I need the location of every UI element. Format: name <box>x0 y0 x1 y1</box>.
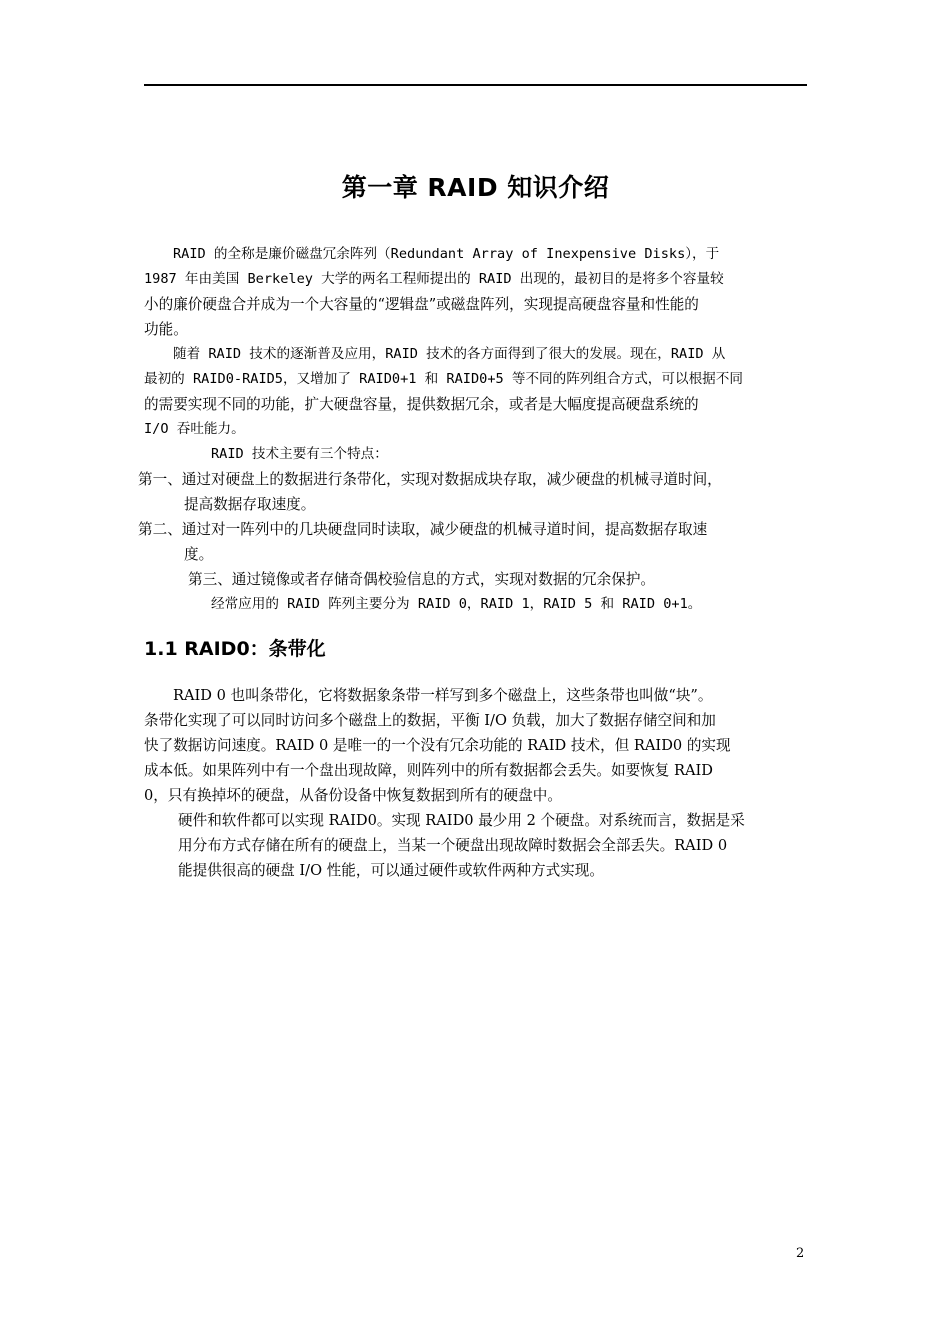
intro-paragraph-2-line-4: I/O 吞吐能力。 <box>144 421 245 437</box>
feature-3: 第三、通过镜像或者存储奇偶校验信息的方式，实现对数据的冗余保护。 <box>188 571 656 588</box>
raid0-paragraph-2-line-3: 能提供很高的硬盘 I/O 性能，可以通过硬件或软件两种方式实现。 <box>178 862 604 879</box>
raid0-paragraph-1-line-1: RAID 0 也叫条带化，它将数据象条带一样写到多个磁盘上，这些条带也叫做“块”。 <box>173 687 713 704</box>
raid0-paragraph-1-line-2: 条带化实现了可以同时访问多个磁盘上的数据，平衡 I/O 负载，加大了数据存储空间和加 <box>144 712 716 729</box>
feature-1-line-1: 第一、通过对硬盘上的数据进行条带化，实现对数据成块存取，减少硬盘的机械寻道时间， <box>138 471 722 488</box>
raid0-paragraph-1-line-5: 0，只有换掉坏的硬盘，从备份设备中恢复数据到所有的硬盘中。 <box>144 787 562 804</box>
intro-paragraph-2-line-3: 的需要实现不同的功能，扩大硬盘容量，提供数据冗余，或者是大幅度提高硬盘系统的 <box>144 396 699 413</box>
intro-paragraph-1-line-2: 1987 年由美国 Berkeley 大学的两名工程师提出的 RAID 出现的，最初目的是将多个容量较 <box>144 271 724 287</box>
feature-2-line-1: 第二、通过对一阵列中的几块硬盘同时读取，减少硬盘的机械寻道时间，提高数据存取速 <box>138 521 708 538</box>
raid0-paragraph-2-line-2: 用分布方式存储在所有的硬盘上，当某一个硬盘出现故障时数据会全部丢失。RAID 0 <box>178 837 728 854</box>
intro-paragraph-1-line-3: 小的廉价硬盘合并成为一个大容量的“逻辑盘”或磁盘阵列，实现提高硬盘容量和性能的 <box>144 296 699 313</box>
raid0-paragraph-2-line-1: 硬件和软件都可以实现 RAID0。实现 RAID0 最少用 2 个硬盘。对系统而言，数据是采 <box>178 812 745 829</box>
features-intro: RAID 技术主要有三个特点： <box>211 446 388 462</box>
chapter-title: 第一章 RAID 知识介绍 <box>341 173 610 202</box>
intro-paragraph-2-line-1: 随着 RAID 技术的逐渐普及应用，RAID 技术的各方面得到了很大的发展。现在，RAID 从 <box>173 346 726 362</box>
intro-paragraph-1-line-4: 功能。 <box>144 321 188 338</box>
intro-paragraph-2-line-2: 最初的 RAID0-RAID5，又增加了 RAID0+1 和 RAID0+5 等不同的阵列组合方式，可以根据不同 <box>144 371 743 387</box>
raid0-paragraph-1-line-4: 成本低。如果阵列中有一个盘出现故障，则阵列中的所有数据都会丢失。如要恢复 RAID <box>144 762 714 779</box>
feature-2-line-2: 度。 <box>184 546 214 563</box>
section-heading-1-1: 1.1 RAID0：条带化 <box>144 638 326 660</box>
intro-paragraph-1-line-1: RAID 的全称是廉价磁盘冗余阵列（Redundant Array of Inexpensive Disks），于 <box>173 246 720 262</box>
header-rule <box>144 84 807 86</box>
feature-1-line-2: 提高数据存取速度。 <box>184 496 316 513</box>
raid0-paragraph-1-line-3: 快了数据访问速度。RAID 0 是唯一的一个没有冗余功能的 RAID 技术，但 RAID0 的实现 <box>144 737 731 754</box>
raid0-section <box>144 683 809 883</box>
common-arrays: 经常应用的 RAID 阵列主要分为 RAID 0，RAID 1，RAID 5 和 RAID 0+1。 <box>211 596 702 612</box>
page-number: 2 <box>796 1246 805 1261</box>
intro-section <box>138 242 809 617</box>
